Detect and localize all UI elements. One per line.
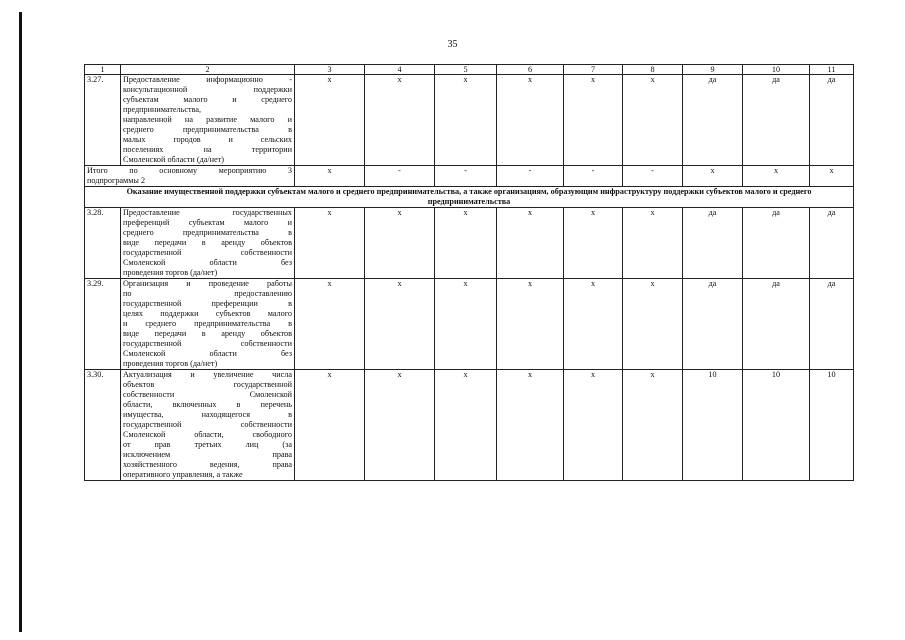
value-cell-col-5: х (435, 208, 497, 279)
value-cell-col-10: да (743, 75, 810, 166)
description-line: государственной собственности (123, 420, 292, 429)
value-cell-col-9: да (683, 75, 743, 166)
description-line: среднего предпринимательства в (123, 125, 292, 134)
value-cell-col-3: х (295, 208, 365, 279)
description-line: Итого по основному мероприятию 3 (87, 166, 292, 175)
description-line: Смоленской области (да/нет) (123, 155, 224, 164)
value-cell-col-4: - (365, 166, 435, 187)
description-line: преференций субъектам малого и (123, 218, 292, 227)
value-cell-col-4: х (365, 208, 435, 279)
description-cell (121, 370, 295, 481)
description-line: предпринимательства, (123, 105, 202, 114)
value-cell-col-5: - (435, 166, 497, 187)
description-line: по предоставлению (123, 289, 292, 298)
value-cell-col-6: - (497, 166, 564, 187)
value-cell-col-3: х (295, 75, 365, 166)
description-line: поселениях на территории (123, 145, 292, 154)
page-number: 35 (447, 39, 458, 50)
value-cell-col-10: 10 (743, 370, 810, 481)
value-cell-col-11: да (810, 75, 854, 166)
header-cell-5: 5 (435, 65, 497, 75)
description-line: от прав третьих лиц (за (123, 440, 292, 449)
description-line: консультационной поддержки (123, 85, 292, 94)
value-cell-col-7: х (564, 75, 623, 166)
value-cell-col-5: х (435, 370, 497, 481)
description-line: Предоставление государственных (123, 208, 292, 217)
value-cell-col-5: х (435, 75, 497, 166)
value-cell-col-9: 10 (683, 370, 743, 481)
value-cell-col-9: да (683, 208, 743, 279)
description-line: проведения торгов (да/нет) (123, 268, 218, 277)
description-line: Актуализация и увеличение числа (123, 370, 292, 379)
value-cell-col-10: да (743, 208, 810, 279)
value-cell-col-8: х (623, 370, 683, 481)
value-cell-col-4: х (365, 370, 435, 481)
header-cell-1: 1 (85, 65, 121, 75)
header-cell-10: 10 (743, 65, 810, 75)
header-row (85, 65, 854, 75)
section-heading-row (85, 187, 854, 208)
value-cell-col-8: х (623, 208, 683, 279)
table-row (85, 75, 854, 166)
description-line: государственной собственности (123, 248, 292, 257)
value-cell-col-9: х (683, 166, 743, 187)
header-cell-7: 7 (564, 65, 623, 75)
description-cell (121, 208, 295, 279)
description-line: Смоленской области, свободного (123, 430, 292, 439)
description-cell (121, 279, 295, 370)
header-cell-4: 4 (365, 65, 435, 75)
description-line: оперативного управления, а также (123, 470, 243, 479)
value-cell-col-3: х (295, 370, 365, 481)
table-row (85, 370, 854, 481)
description-line: имущества, находящегося в (123, 410, 292, 419)
value-cell-col-9: да (683, 279, 743, 370)
header-cell-9: 9 (683, 65, 743, 75)
item-number: 3.29. (85, 279, 121, 370)
description-line: государственной преференции в (123, 299, 292, 308)
value-cell-col-3: х (295, 279, 365, 370)
header-cell-3: 3 (295, 65, 365, 75)
value-cell-col-7: х (564, 208, 623, 279)
header-cell-8: 8 (623, 65, 683, 75)
total-row (85, 166, 854, 187)
value-cell-col-8: х (623, 75, 683, 166)
total-label (85, 166, 295, 187)
header-cell-11: 11 (810, 65, 854, 75)
description-line: виде передачи в аренду объектов (123, 238, 292, 247)
description-line: подпрограммы 2 (87, 176, 146, 185)
item-number: 3.27. (85, 75, 121, 166)
indicators-table (84, 64, 854, 481)
value-cell-col-7: х (564, 279, 623, 370)
value-cell-col-8: х (623, 279, 683, 370)
value-cell-col-6: х (497, 279, 564, 370)
description-line: среднего предпринимательства в (123, 228, 292, 237)
description-line: хозяйственного ведения, права (123, 460, 292, 469)
description-line: Предоставление информационно - (123, 75, 292, 84)
description-line: виде передачи в аренду объектов (123, 329, 292, 338)
value-cell-col-8: - (623, 166, 683, 187)
value-cell-col-11: да (810, 279, 854, 370)
value-cell-col-6: х (497, 370, 564, 481)
value-cell-col-11: да (810, 208, 854, 279)
section-title: Оказание имущественной поддержки субъектам малого и среднего предпринимательства, а также организациям, образующим инфраструктуру поддержки субъектов малого и среднего предпринимательства (85, 187, 854, 208)
description-line: и среднего предпринимательства в (123, 319, 292, 328)
description-line: проведения торгов (да/нет) (123, 359, 218, 368)
value-cell-col-7: - (564, 166, 623, 187)
item-number: 3.28. (85, 208, 121, 279)
header-cell-6: 6 (497, 65, 564, 75)
value-cell-col-3: х (295, 166, 365, 187)
description-line: области, включенных в перечень (123, 400, 292, 409)
table-row (85, 208, 854, 279)
value-cell-col-10: да (743, 279, 810, 370)
table-row (85, 279, 854, 370)
value-cell-col-11: 10 (810, 370, 854, 481)
description-line: исключением права (123, 450, 292, 459)
value-cell-col-4: х (365, 75, 435, 166)
description-line: Смоленской области без (123, 258, 292, 267)
value-cell-col-6: х (497, 208, 564, 279)
description-line: Организация и проведение работы (123, 279, 292, 288)
scan-edge-line (19, 12, 22, 632)
value-cell-col-11: х (810, 166, 854, 187)
description-line: целях поддержки субъектов малого (123, 309, 292, 318)
description-line: объектов государственной (123, 380, 292, 389)
description-line: малых городов и сельских (123, 135, 292, 144)
description-line: субъектам малого и среднего (123, 95, 292, 104)
description-line: Смоленской области без (123, 349, 292, 358)
header-cell-2: 2 (121, 65, 295, 75)
description-cell (121, 75, 295, 166)
description-line: собственности Смоленской (123, 390, 292, 399)
value-cell-col-5: х (435, 279, 497, 370)
description-line: направленной на развитие малого и (123, 115, 292, 124)
value-cell-col-6: х (497, 75, 564, 166)
value-cell-col-7: х (564, 370, 623, 481)
description-line: государственной собственности (123, 339, 292, 348)
item-number: 3.30. (85, 370, 121, 481)
value-cell-col-10: х (743, 166, 810, 187)
value-cell-col-4: х (365, 279, 435, 370)
